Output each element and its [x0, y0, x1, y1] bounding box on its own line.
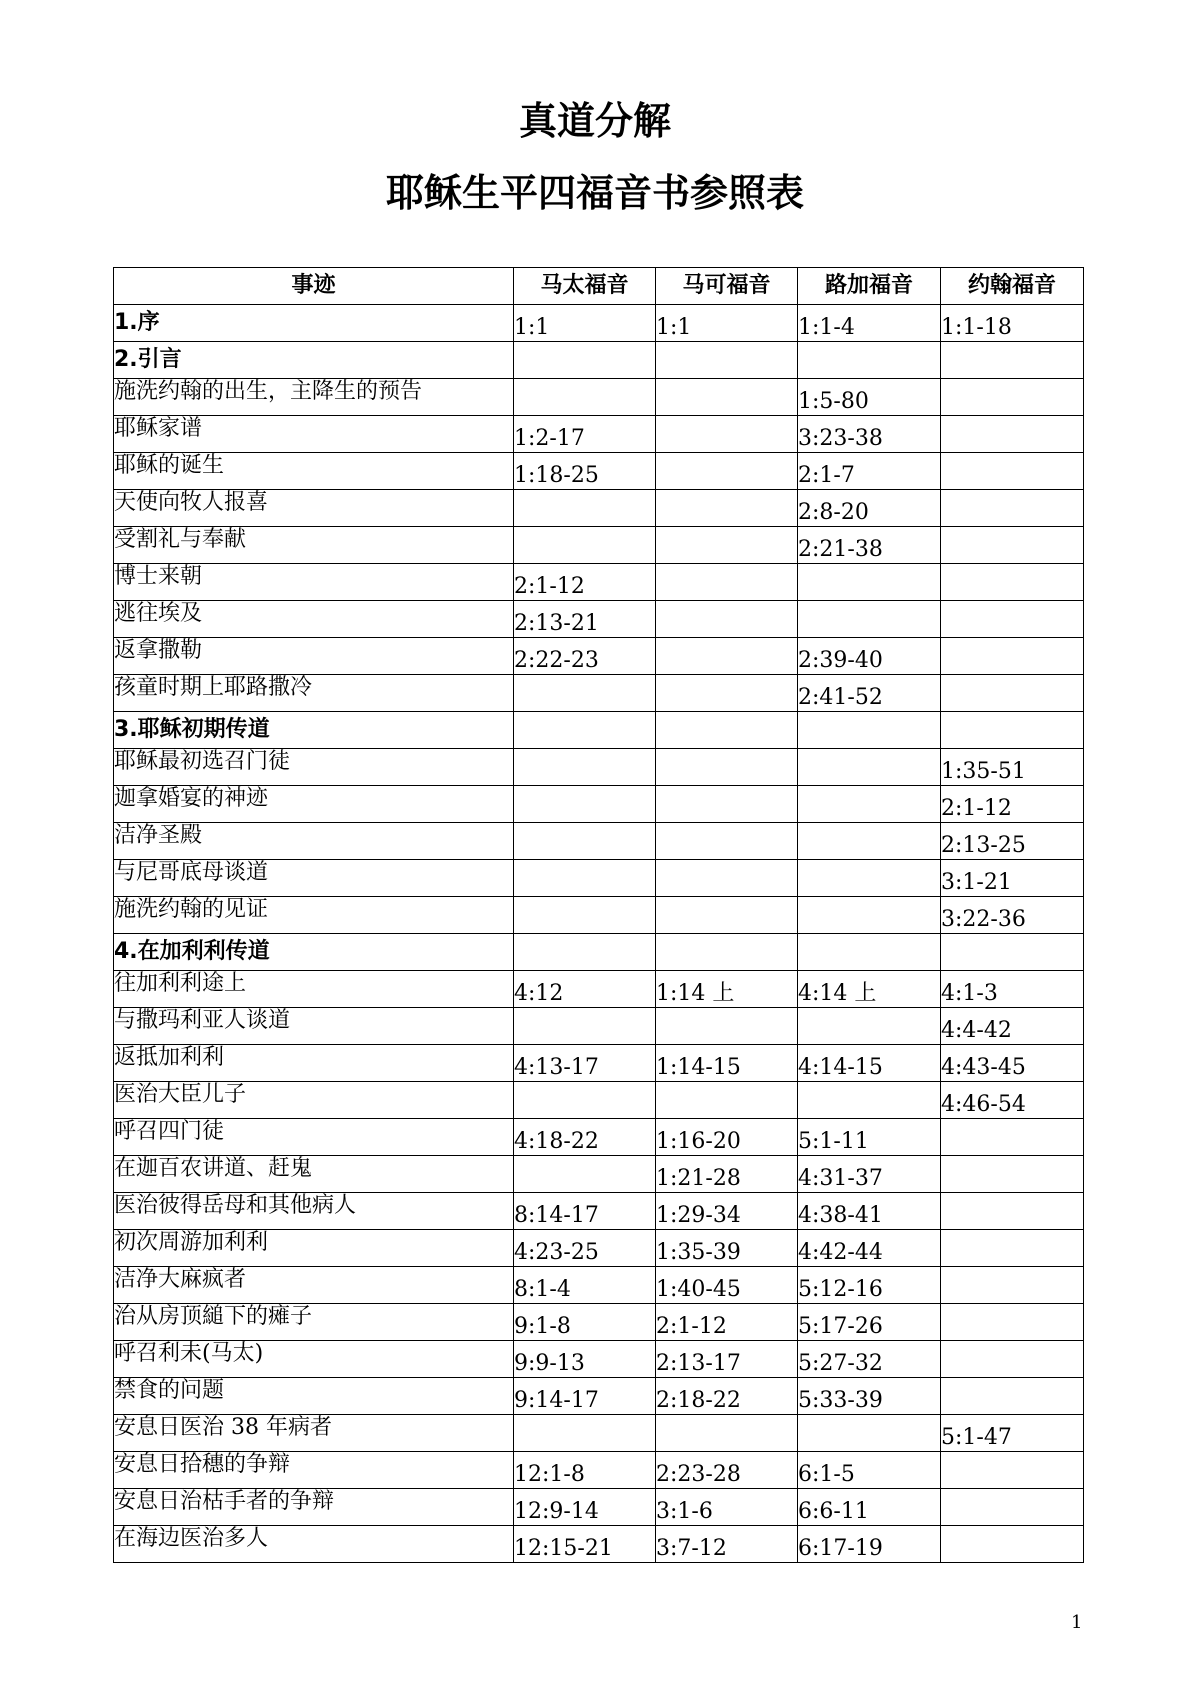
mark-cell: [656, 712, 798, 749]
luke-cell: 2:1-7: [798, 453, 941, 490]
john-cell: [941, 1230, 1084, 1267]
mark-cell: 2:23-28: [656, 1452, 798, 1489]
header-mark: 马可福音: [656, 268, 798, 305]
john-cell: [941, 638, 1084, 675]
section-row: [114, 712, 1084, 749]
luke-cell: [798, 786, 941, 823]
john-cell: [941, 1267, 1084, 1304]
mark-cell: [656, 860, 798, 897]
luke-cell: 4:42-44: [798, 1230, 941, 1267]
luke-cell: 5:17-26: [798, 1304, 941, 1341]
event-cell: 在海边医治多人: [114, 1526, 514, 1563]
event-cell: 天使向牧人报喜: [114, 490, 514, 527]
mark-cell: 2:1-12: [656, 1304, 798, 1341]
table-row: [114, 1230, 1084, 1267]
table-row: [114, 1304, 1084, 1341]
john-cell: [941, 453, 1084, 490]
event-cell: 返拿撒勒: [114, 638, 514, 675]
table-row: [114, 1452, 1084, 1489]
event-cell: 与撒玛利亚人谈道: [114, 1008, 514, 1045]
table-row: [114, 1082, 1084, 1119]
matthew-cell: [514, 527, 656, 564]
john-cell: [941, 490, 1084, 527]
matthew-cell: [514, 897, 656, 934]
matthew-cell: 9:14-17: [514, 1378, 656, 1415]
mark-cell: [656, 638, 798, 675]
luke-cell: [798, 712, 941, 749]
event-cell: 治从房顶縋下的瘫子: [114, 1304, 514, 1341]
john-cell: [941, 1119, 1084, 1156]
gospel-reference-table: [113, 267, 1084, 1563]
event-cell: 禁食的问题: [114, 1378, 514, 1415]
mark-cell: [656, 564, 798, 601]
matthew-cell: [514, 1008, 656, 1045]
section-row: [114, 934, 1084, 971]
matthew-cell: [514, 934, 656, 971]
luke-cell: 4:14 上: [798, 971, 941, 1008]
luke-cell: [798, 934, 941, 971]
matthew-cell: 12:1-8: [514, 1452, 656, 1489]
table-row: [114, 1415, 1084, 1452]
mark-cell: [656, 897, 798, 934]
table-header-row: [114, 268, 1084, 305]
luke-cell: [798, 897, 941, 934]
mark-cell: [656, 490, 798, 527]
event-cell: 1.序: [114, 305, 514, 342]
mark-cell: [656, 416, 798, 453]
luke-cell: [798, 860, 941, 897]
matthew-cell: [514, 1082, 656, 1119]
event-cell: 迦拿婚宴的神迹: [114, 786, 514, 823]
mark-cell: [656, 342, 798, 379]
table-row: [114, 675, 1084, 712]
mark-cell: 1:40-45: [656, 1267, 798, 1304]
matthew-cell: 4:13-17: [514, 1045, 656, 1082]
mark-cell: [656, 601, 798, 638]
event-cell: 医治彼得岳母和其他病人: [114, 1193, 514, 1230]
john-cell: 3:1-21: [941, 860, 1084, 897]
event-cell: 洁净圣殿: [114, 823, 514, 860]
mark-cell: [656, 786, 798, 823]
mark-cell: 1:29-34: [656, 1193, 798, 1230]
event-cell: 洁净大麻疯者: [114, 1267, 514, 1304]
mark-cell: [656, 527, 798, 564]
matthew-cell: 1:2-17: [514, 416, 656, 453]
section-row: [114, 342, 1084, 379]
mark-cell: [656, 675, 798, 712]
header-john: 约翰福音: [941, 268, 1084, 305]
john-cell: [941, 934, 1084, 971]
table-row: [114, 1526, 1084, 1563]
luke-cell: 2:21-38: [798, 527, 941, 564]
luke-cell: [798, 601, 941, 638]
event-cell: 返抵加利利: [114, 1045, 514, 1082]
event-cell: 耶稣家谱: [114, 416, 514, 453]
event-cell: 呼召四门徒: [114, 1119, 514, 1156]
table-row: [114, 601, 1084, 638]
table-row: [114, 1193, 1084, 1230]
john-cell: [941, 1526, 1084, 1563]
luke-cell: [798, 823, 941, 860]
john-cell: 2:1-12: [941, 786, 1084, 823]
table-row: [114, 638, 1084, 675]
luke-cell: 6:1-5: [798, 1452, 941, 1489]
table-row: [114, 860, 1084, 897]
document-title: 真道分解: [518, 99, 671, 143]
matthew-cell: [514, 712, 656, 749]
matthew-cell: [514, 1415, 656, 1452]
john-cell: [941, 1304, 1084, 1341]
table-row: [114, 1489, 1084, 1526]
matthew-cell: [514, 675, 656, 712]
mark-cell: 2:18-22: [656, 1378, 798, 1415]
table-row: [114, 416, 1084, 453]
matthew-cell: 8:14-17: [514, 1193, 656, 1230]
john-cell: 3:22-36: [941, 897, 1084, 934]
luke-cell: 3:23-38: [798, 416, 941, 453]
luke-cell: [798, 1082, 941, 1119]
mark-cell: 1:1: [656, 305, 798, 342]
event-cell: 安息日医治 38 年病者: [114, 1415, 514, 1452]
john-cell: 1:35-51: [941, 749, 1084, 786]
mark-cell: 2:13-17: [656, 1341, 798, 1378]
john-cell: [941, 1156, 1084, 1193]
john-cell: [941, 601, 1084, 638]
event-cell: 安息日治枯手者的争辩: [114, 1489, 514, 1526]
luke-cell: 6:6-11: [798, 1489, 941, 1526]
mark-cell: [656, 749, 798, 786]
page-number: 1: [1071, 1612, 1083, 1633]
john-cell: 4:43-45: [941, 1045, 1084, 1082]
table-row: [114, 823, 1084, 860]
event-cell: 耶稣的诞生: [114, 453, 514, 490]
table-row: [114, 453, 1084, 490]
table-row: [114, 971, 1084, 1008]
matthew-cell: [514, 860, 656, 897]
matthew-cell: 1:18-25: [514, 453, 656, 490]
john-cell: [941, 564, 1084, 601]
john-cell: [941, 379, 1084, 416]
mark-cell: 1:14 上: [656, 971, 798, 1008]
event-cell: 安息日拾穗的争辩: [114, 1452, 514, 1489]
event-cell: 博士来朝: [114, 564, 514, 601]
matthew-cell: 4:18-22: [514, 1119, 656, 1156]
luke-cell: 5:1-11: [798, 1119, 941, 1156]
john-cell: 4:46-54: [941, 1082, 1084, 1119]
luke-cell: 4:14-15: [798, 1045, 941, 1082]
event-cell: 耶稣最初选召门徒: [114, 749, 514, 786]
table-row: [114, 1119, 1084, 1156]
matthew-cell: [514, 1156, 656, 1193]
luke-cell: 1:5-80: [798, 379, 941, 416]
matthew-cell: 8:1-4: [514, 1267, 656, 1304]
event-cell: 施洗约翰的出生，主降生的预告: [114, 379, 514, 416]
matthew-cell: 9:1-8: [514, 1304, 656, 1341]
event-cell: 往加利利途上: [114, 971, 514, 1008]
matthew-cell: 12:9-14: [514, 1489, 656, 1526]
matthew-cell: 2:22-23: [514, 638, 656, 675]
table-row: [114, 786, 1084, 823]
matthew-cell: 2:1-12: [514, 564, 656, 601]
mark-cell: [656, 1082, 798, 1119]
event-cell: 2.引言: [114, 342, 514, 379]
mark-cell: [656, 823, 798, 860]
luke-cell: 4:31-37: [798, 1156, 941, 1193]
mark-cell: 1:16-20: [656, 1119, 798, 1156]
mark-cell: 1:35-39: [656, 1230, 798, 1267]
matthew-cell: 1:1: [514, 305, 656, 342]
mark-cell: 1:21-28: [656, 1156, 798, 1193]
event-cell: 施洗约翰的见证: [114, 897, 514, 934]
mark-cell: 3:1-6: [656, 1489, 798, 1526]
table-row: [114, 1267, 1084, 1304]
matthew-cell: [514, 379, 656, 416]
matthew-cell: 4:12: [514, 971, 656, 1008]
luke-cell: 1:1-4: [798, 305, 941, 342]
luke-cell: [798, 749, 941, 786]
table-row: [114, 1156, 1084, 1193]
john-cell: 1:1-18: [941, 305, 1084, 342]
event-cell: 4.在加利利传道: [114, 934, 514, 971]
table-row: [114, 527, 1084, 564]
luke-cell: [798, 1008, 941, 1045]
mark-cell: [656, 1008, 798, 1045]
event-cell: 在迦百农讲道、赶鬼: [114, 1156, 514, 1193]
mark-cell: [656, 934, 798, 971]
john-cell: [941, 342, 1084, 379]
luke-cell: [798, 564, 941, 601]
event-cell: 孩童时期上耶路撒冷: [114, 675, 514, 712]
table-row: [114, 897, 1084, 934]
john-cell: [941, 675, 1084, 712]
luke-cell: [798, 1415, 941, 1452]
luke-cell: 5:27-32: [798, 1341, 941, 1378]
mark-cell: [656, 453, 798, 490]
john-cell: 4:1-3: [941, 971, 1084, 1008]
john-cell: [941, 712, 1084, 749]
document-subtitle: 耶稣生平四福音书参照表: [385, 171, 804, 215]
john-cell: 5:1-47: [941, 1415, 1084, 1452]
event-cell: 逃往埃及: [114, 601, 514, 638]
event-cell: 初次周游加利利: [114, 1230, 514, 1267]
event-cell: 与尼哥底母谈道: [114, 860, 514, 897]
header-event: 事迹: [114, 268, 514, 305]
matthew-cell: [514, 786, 656, 823]
table-row: [114, 379, 1084, 416]
john-cell: [941, 1378, 1084, 1415]
luke-cell: [798, 342, 941, 379]
john-cell: [941, 1193, 1084, 1230]
mark-cell: 1:14-15: [656, 1045, 798, 1082]
matthew-cell: 2:13-21: [514, 601, 656, 638]
mark-cell: 3:7-12: [656, 1526, 798, 1563]
table-row: [114, 1045, 1084, 1082]
table-row: [114, 564, 1084, 601]
john-cell: 2:13-25: [941, 823, 1084, 860]
event-cell: 呼召利未(马太): [114, 1341, 514, 1378]
luke-cell: 5:12-16: [798, 1267, 941, 1304]
luke-cell: 2:8-20: [798, 490, 941, 527]
header-luke: 路加福音: [798, 268, 941, 305]
table-row: [114, 1341, 1084, 1378]
table-row: [114, 490, 1084, 527]
matthew-cell: [514, 823, 656, 860]
event-cell: 医治大臣儿子: [114, 1082, 514, 1119]
john-cell: [941, 1452, 1084, 1489]
mark-cell: [656, 1415, 798, 1452]
matthew-cell: [514, 490, 656, 527]
header-matthew: 马太福音: [514, 268, 656, 305]
matthew-cell: [514, 749, 656, 786]
john-cell: [941, 416, 1084, 453]
table-row: [114, 1008, 1084, 1045]
event-cell: 受割礼与奉献: [114, 527, 514, 564]
table-row: [114, 749, 1084, 786]
matthew-cell: 9:9-13: [514, 1341, 656, 1378]
mark-cell: [656, 379, 798, 416]
luke-cell: 6:17-19: [798, 1526, 941, 1563]
matthew-cell: [514, 342, 656, 379]
luke-cell: 4:38-41: [798, 1193, 941, 1230]
luke-cell: 5:33-39: [798, 1378, 941, 1415]
luke-cell: 2:39-40: [798, 638, 941, 675]
event-cell: 3.耶稣初期传道: [114, 712, 514, 749]
matthew-cell: 12:15-21: [514, 1526, 656, 1563]
john-cell: [941, 527, 1084, 564]
john-cell: 4:4-42: [941, 1008, 1084, 1045]
john-cell: [941, 1341, 1084, 1378]
section-row: [114, 305, 1084, 342]
matthew-cell: 4:23-25: [514, 1230, 656, 1267]
john-cell: [941, 1489, 1084, 1526]
luke-cell: 2:41-52: [798, 675, 941, 712]
table-row: [114, 1378, 1084, 1415]
